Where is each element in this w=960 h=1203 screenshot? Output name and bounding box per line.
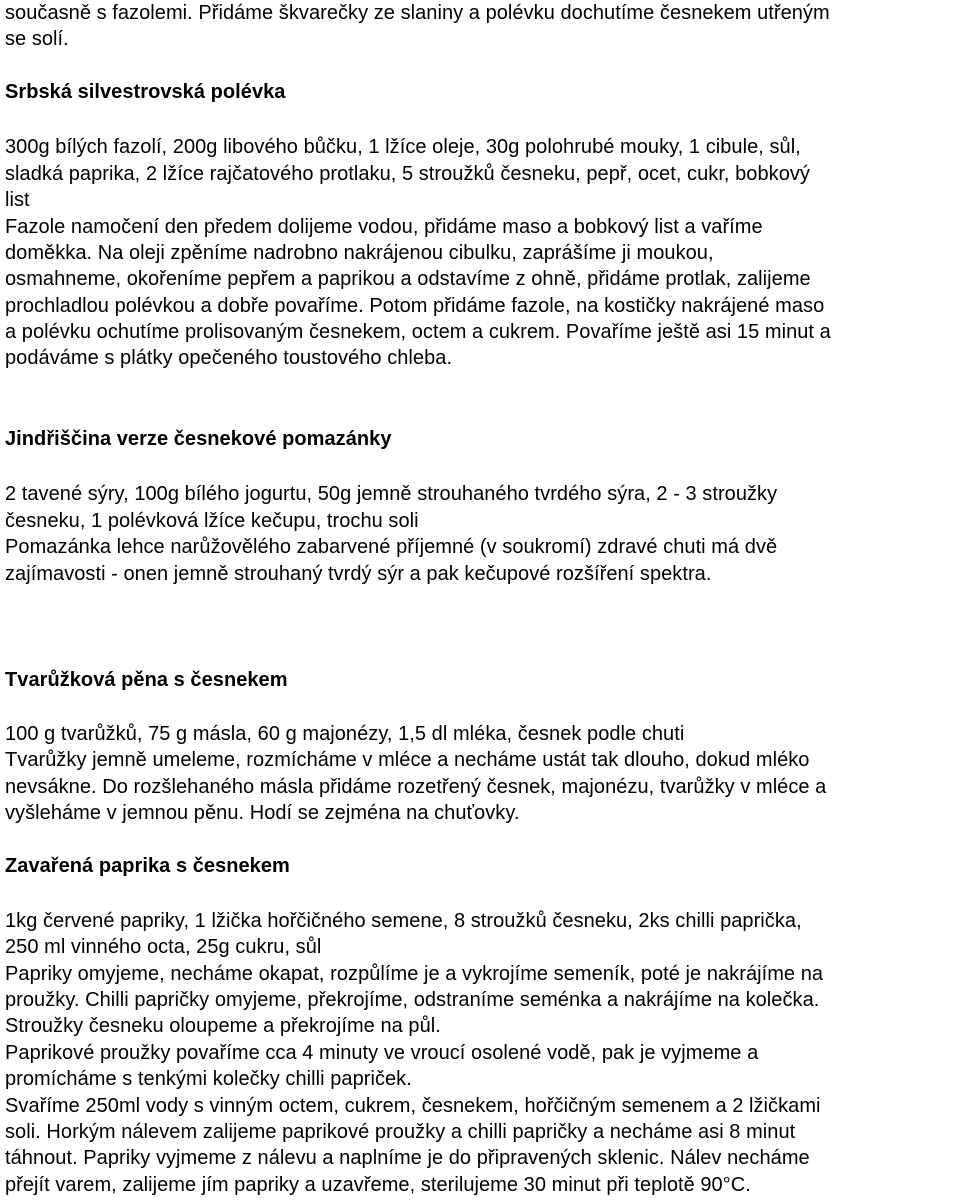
recipe-text-line: podáváme s plátky opečeného toustového chleba.	[5, 347, 453, 369]
recipe-text-line: doměkka. Na oleji zpěníme nadrobno nakrájenou cibulku, zaprášíme ji moukou,	[5, 242, 714, 264]
recipe-text-line: 2 tavené sýry, 100g bílého jogurtu, 50g jemně strouhaného tvrdého sýra, 2 - 3 stroužky	[5, 483, 778, 505]
recipe-text-line: nevsákne. Do rozšlehaného másla přidáme rozetřený česnek, majonézu, tvarůžky v mléce a	[5, 776, 827, 798]
recipe-text-line: 1kg červené papriky, 1 lžička hořčičného semene, 8 stroužků česneku, 2ks chilli paprička,	[5, 910, 802, 932]
recipe-text-line: táhnout. Papriky vyjmeme z nálevu a naplníme je do připravených sklenic. Nálev necháme	[5, 1147, 810, 1169]
recipe-text-line: Papriky omyjeme, necháme okapat, rozpůlíme je a vykrojíme semeník, poté je nakrájíme na	[5, 963, 824, 985]
recipe-text-line: proužky. Chilli papričky omyjeme, překrojíme, odstraníme seménka a nakrájíme na kolečka.	[5, 989, 820, 1011]
recipe-text-line: 300g bílých fazolí, 200g libového bůčku, 1 lžíce oleje, 30g polohrubé mouky, 1 cibule, sůl,	[5, 136, 801, 158]
recipe-text-line: přejít varem, zalijeme jím papriky a uzavřeme, sterilujeme 30 minut při teplotě 90°C.	[5, 1174, 751, 1196]
recipe-text-line: soli. Horkým nálevem zalijeme paprikové proužky a chilli papričky a necháme asi 8 minut	[5, 1121, 796, 1143]
recipe-text-line: Pomazánka lehce narůžovělého zabarvené příjemné (v soukromí) zdravé chuti má dvě	[5, 536, 778, 558]
intro-line: současně s fazolemi. Přidáme škvarečky ze slaniny a polévku dochutíme česnekem utřeným	[5, 2, 830, 24]
recipe-text-line: 100 g tvarůžků, 75 g másla, 60 g majonézy, 1,5 dl mléka, česnek podle chuti	[5, 723, 685, 745]
recipe-text-line: Paprikové proužky povaříme cca 4 minuty ve vroucí osolené vodě, pak je vyjmeme a	[5, 1042, 759, 1064]
recipe-text-line: osmahneme, okořeníme pepřem a paprikou a odstavíme z ohně, přidáme protlak, zalijeme	[5, 268, 811, 290]
recipe-text-line: prochladlou polévkou a dobře povaříme. Potom přidáme fazole, na kostičky nakrájené maso	[5, 295, 825, 317]
recipe-text-line: Tvarůžky jemně umeleme, rozmícháme v mléce a necháme ustát tak dlouho, dokud mléko	[5, 749, 810, 771]
recipe-title: Zavařená paprika s česnekem	[5, 855, 290, 877]
recipe-title: Srbská silvestrovská polévka	[5, 81, 286, 103]
recipe-text-line: promícháme s tenkými kolečky chilli papriček.	[5, 1068, 412, 1090]
recipe-text-line: vyšleháme v jemnou pěnu. Hodí se zejména na chuťovky.	[5, 802, 520, 824]
recipe-text-line: sladká paprika, 2 lžíce rajčatového protlaku, 5 stroužků česneku, pepř, ocet, cukr, bobkový	[5, 163, 810, 185]
recipe-text-line: zajímavosti - onen jemně strouhaný tvrdý sýr a pak kečupové rozšíření spektra.	[5, 563, 712, 585]
recipe-text-line: list	[5, 189, 30, 211]
recipe-text-line: Stroužky česneku oloupeme a překrojíme na půl.	[5, 1015, 441, 1037]
recipe-title: Jindřiščina verze česnekové pomazánky	[5, 428, 392, 450]
recipe-text-line: 250 ml vinného octa, 25g cukru, sůl	[5, 936, 322, 958]
intro-line: se solí.	[5, 28, 69, 50]
recipe-text-line: Svaříme 250ml vody s vinným octem, cukrem, česnekem, hořčičným semenem a 2 lžičkami	[5, 1095, 821, 1117]
recipe-title: Tvarůžková pěna s česnekem	[5, 669, 288, 691]
recipe-text-line: česneku, 1 polévková lžíce kečupu, trochu soli	[5, 510, 419, 532]
recipe-text-line: a polévku ochutíme prolisovaným česnekem, octem a cukrem. Povaříme ještě asi 15 minut a	[5, 321, 831, 343]
recipe-text-line: Fazole namočení den předem dolijeme vodou, přidáme maso a bobkový list a vaříme	[5, 216, 763, 238]
